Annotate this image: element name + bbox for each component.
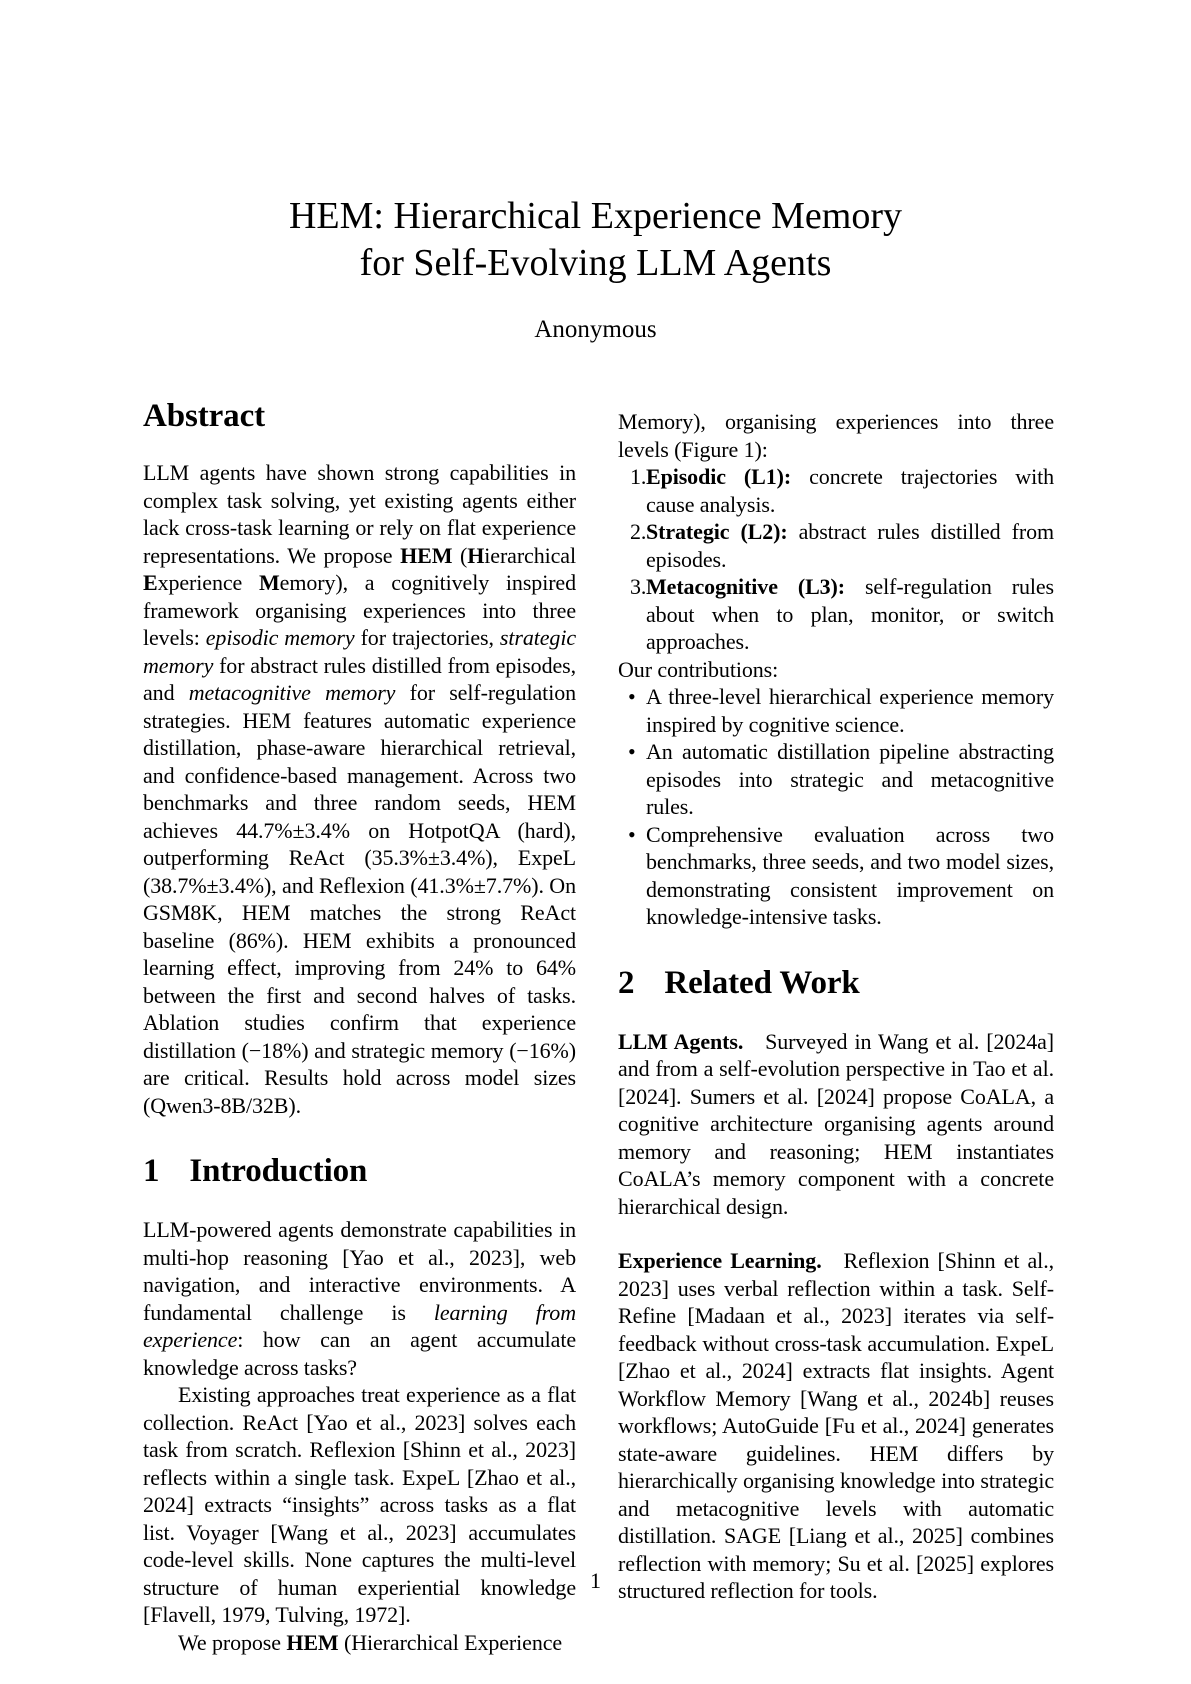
right-column <box>618 398 1054 1605</box>
contribution-item-2-text: An automatic distillation pipeline abstracting episodes into strategic and metacognitive rules. <box>646 739 1054 819</box>
left-column <box>143 398 576 1656</box>
contribution-item-3 <box>618 821 1054 931</box>
contributions-list <box>618 683 1054 931</box>
intro-paragraph-2: Existing approaches treat experience as a flat collection. ReAct [Yao et al., 2023] solves each task from scratch. Reflexion [Shinn et al., 2023] reflects within a single task. ExpeL [Zhao et al., 2024] extracts “insights” across tasks as a flat list. Voyager [Wang et al., 2023] accumulates code-level skills. None captures the multi-level structure of human experiential knowledge [Flavell, 1979, Tulving, 1972]. <box>143 1382 576 1627</box>
abstract-heading: Abstract <box>143 398 265 434</box>
intro-continuation-paragraph: Memory), organising experiences into three levels (Figure 1): <box>618 409 1054 462</box>
list-item-episodic-text: Episodic (L1): concrete trajectories with cause analysis. <box>646 464 1054 517</box>
list-item-episodic <box>618 463 1054 518</box>
list-item-strategic-text: Strategic (L2): abstract rules distilled from episodes. <box>646 519 1054 572</box>
related-work-paragraph-llm-agents: LLM Agents. Surveyed in Wang et al. [2024a] and from a self-evolution perspective in Tao et al. [2024]. Sumers et al. [2024] propose CoALA, a cognitive architecture organising agents around memory and reasoning; HEM instantiates CoALA’s memory component with a concrete hierarchical design. <box>618 1028 1055 1219</box>
related-work-heading-label: Related Work <box>664 964 860 1001</box>
contributions-intro: Our contributions: <box>618 656 779 682</box>
author-name: Anonymous <box>534 316 657 343</box>
list-item-metacognitive <box>618 573 1054 656</box>
intro-paragraph-1: LLM-powered agents demonstrate capabilities in multi-hop reasoning [Yao et al., 2023], web navigation, and interactive environments. A fundamental challenge is learning from experience: how can an agent accumulate knowledge across tasks? <box>143 1217 576 1380</box>
introduction-heading-number: 1 <box>143 1153 160 1189</box>
bullet-icon: • <box>628 684 636 709</box>
introduction-heading-label: Introduction <box>189 1153 368 1189</box>
title-block <box>0 193 1191 345</box>
page-footer <box>0 1568 1191 1594</box>
bullet-icon: • <box>628 821 636 847</box>
introduction-heading <box>143 1152 576 1190</box>
contribution-item-1-text: A three-level hierarchical experience memory inspired by cognitive science. <box>646 684 1054 737</box>
list-item-metacognitive-text: Metacognitive (L3): self-regulation rules about when to plan, monitor, or switch approaches. <box>646 574 1054 654</box>
abstract-paragraph: LLM agents have shown strong capabilities in complex task solving, yet existing agents either lack cross-task learning or rely on flat experience representations. We propose HEM (Hierarchical Experience Memory), a cognitively inspired framework organising experiences into three levels: episodic memory for trajectories, strategic memory for abstract rules distilled from episodes, and metacognitive memory for self-regulation strategies. HEM features automatic experience distillation, phase-aware hierarchical retrieval, and confidence-based management. Across two benchmarks and three random seeds, HEM achieves 44.7%±3.4% on HotpotQA (hard), outperforming ReAct (35.3%±3.4%), ExpeL (38.7%±3.4%), and Reflexion (41.3%±7.7%). On GSM8K, HEM matches the strong ReAct baseline (86%). HEM exhibits a pronounced learning effect, improving from 24% to 64% between the first and second halves of tasks. Ablation studies confirm that experience distillation (−18%) and strategic memory (−16%) are critical. Results hold across model sizes (Qwen3-8B/32B). <box>143 460 577 1118</box>
contribution-item-2 <box>618 738 1054 821</box>
list-number-2: 2. <box>630 519 647 544</box>
paper-title-line-1: HEM: Hierarchical Experience Memory <box>288 195 902 237</box>
related-work-heading <box>618 964 1054 1002</box>
memory-levels-list <box>618 463 1054 656</box>
related-work-heading-number: 2 <box>618 964 635 1001</box>
bullet-icon: • <box>628 739 636 764</box>
list-item-strategic <box>618 518 1054 573</box>
contribution-item-3-text: Comprehensive evaluation across two benchmarks, three seeds, and two model sizes, demonstrating consistent improvement on knowledge-intensive tasks. <box>646 821 1054 929</box>
list-number-3: 3. <box>630 574 647 599</box>
related-work-paragraph-experience-learning: Experience Learning. Reflexion [Shinn et al., 2023] uses verbal reflection within a task. Self-Refine [Madaan et al., 2023] iterates via self-feedback without cross-task accumulation. ExpeL [Zhao et al., 2024] extracts flat insights. Agent Workflow Memory [Wang et al., 2024b] reuses workflows; AutoGuide [Fu et al., 2024] generates state-aware guidelines. HEM differs by hierarchically organising knowledge into strategic and metacognitive levels with automatic distillation. SAGE [Liang et al., 2025] combines reflection with memory; Su et al. [2025] explores structured reflection for tools. <box>618 1248 1054 1603</box>
contribution-item-1 <box>618 683 1054 738</box>
page-number: 1 <box>590 1568 601 1593</box>
paper-title-line-2: for Self-Evolving LLM Agents <box>359 242 832 284</box>
list-number-1: 1. <box>630 464 647 489</box>
intro-paragraph-3: We propose HEM (Hierarchical Experience <box>178 1629 563 1655</box>
paper-title <box>0 193 1191 287</box>
